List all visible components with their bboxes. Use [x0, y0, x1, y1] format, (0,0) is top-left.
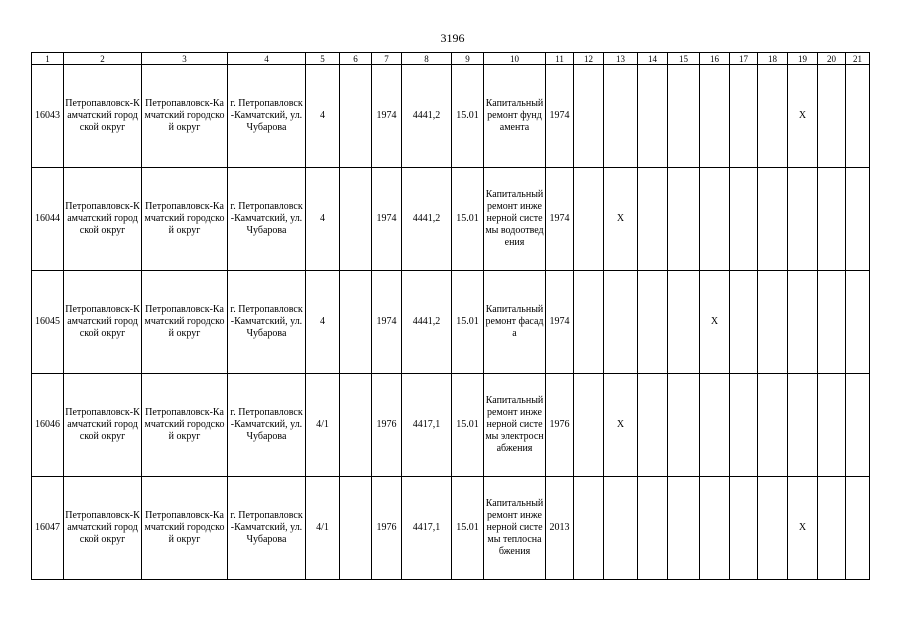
table-cell-col-15 — [668, 271, 700, 374]
table-cell-col-20 — [818, 65, 846, 168]
table-cell-col-8: 4441,2 — [402, 271, 452, 374]
table-cell-col-4: г. Петропавловск-Камчатский, ул. Чубарова — [228, 477, 306, 580]
table-cell-col-2: Петропавловск-Камчатский городской округ — [64, 65, 142, 168]
column-number-7: 7 — [372, 53, 402, 65]
table-cell-col-7: 1974 — [372, 168, 402, 271]
table-cell-col-2: Петропавловск-Камчатский городской округ — [64, 477, 142, 580]
table-cell-col-4: г. Петропавловск-Камчатский, ул. Чубарова — [228, 168, 306, 271]
column-number-11: 11 — [546, 53, 574, 65]
table-cell-col-1: 16044 — [32, 168, 64, 271]
table-cell-col-4: г. Петропавловск-Камчатский, ул. Чубарова — [228, 374, 306, 477]
page-number: 3196 — [440, 31, 465, 45]
table-cell-col-13 — [604, 271, 638, 374]
table-cell-col-10: Капитальный ремонт фасада — [484, 271, 546, 374]
table-cell-col-12 — [574, 477, 604, 580]
table-cell-col-12 — [574, 65, 604, 168]
table-cell-col-7: 1976 — [372, 477, 402, 580]
table-cell-col-14 — [638, 65, 668, 168]
table-cell-col-18 — [758, 168, 788, 271]
table-cell-col-6 — [340, 271, 372, 374]
column-number-15: 15 — [668, 53, 700, 65]
column-number-9: 9 — [452, 53, 484, 65]
table-cell-col-16 — [700, 374, 730, 477]
table-cell-col-6 — [340, 65, 372, 168]
table-cell-col-1: 16045 — [32, 271, 64, 374]
table-cell-col-18 — [758, 374, 788, 477]
table-cell-col-7: 1974 — [372, 271, 402, 374]
table-cell-col-11: 1974 — [546, 168, 574, 271]
column-number-12: 12 — [574, 53, 604, 65]
table-cell-col-19: X — [788, 65, 818, 168]
column-number-20: 20 — [818, 53, 846, 65]
table-cell-col-16 — [700, 168, 730, 271]
table-cell-col-11: 1974 — [546, 65, 574, 168]
table-cell-col-1: 16046 — [32, 374, 64, 477]
table-cell-col-12 — [574, 374, 604, 477]
column-number-13: 13 — [604, 53, 638, 65]
column-number-21: 21 — [846, 53, 870, 65]
table-cell-col-15 — [668, 168, 700, 271]
table-cell-col-9: 15.01 — [452, 271, 484, 374]
table-row — [32, 65, 870, 168]
table-cell-col-3: Петропавловск-Камчатский городской округ — [142, 477, 228, 580]
table-cell-col-8: 4417,1 — [402, 477, 452, 580]
table-cell-col-10: Капитальный ремонт инженерной системы электроснабжения — [484, 374, 546, 477]
table-cell-col-12 — [574, 168, 604, 271]
table-cell-col-3: Петропавловск-Камчатский городской округ — [142, 271, 228, 374]
column-number-8: 8 — [402, 53, 452, 65]
table-cell-col-13 — [604, 65, 638, 168]
table-cell-col-17 — [730, 374, 758, 477]
table-cell-col-6 — [340, 374, 372, 477]
table-row — [32, 477, 870, 580]
table-cell-col-15 — [668, 374, 700, 477]
column-number-6: 6 — [340, 53, 372, 65]
table-cell-col-14 — [638, 374, 668, 477]
column-number-2: 2 — [64, 53, 142, 65]
table-cell-col-9: 15.01 — [452, 374, 484, 477]
table-cell-col-5: 4 — [306, 65, 340, 168]
table-cell-col-17 — [730, 477, 758, 580]
table-cell-col-4: г. Петропавловск-Камчатский, ул. Чубарова — [228, 271, 306, 374]
table-cell-col-13: X — [604, 168, 638, 271]
table-cell-col-10: Капитальный ремонт фундамента — [484, 65, 546, 168]
column-number-16: 16 — [700, 53, 730, 65]
table-cell-col-17 — [730, 271, 758, 374]
table-cell-col-9: 15.01 — [452, 65, 484, 168]
table-cell-col-21 — [846, 168, 870, 271]
table-row — [32, 374, 870, 477]
table-cell-col-21 — [846, 271, 870, 374]
table-cell-col-7: 1976 — [372, 374, 402, 477]
table-cell-col-11: 1974 — [546, 271, 574, 374]
column-number-17: 17 — [730, 53, 758, 65]
table-cell-col-2: Петропавловск-Камчатский городской округ — [64, 168, 142, 271]
table-cell-col-15 — [668, 65, 700, 168]
table-cell-col-16 — [700, 477, 730, 580]
column-number-10: 10 — [484, 53, 546, 65]
register-table — [31, 52, 870, 580]
table-cell-col-11: 1976 — [546, 374, 574, 477]
table-cell-col-8: 4441,2 — [402, 65, 452, 168]
table-cell-col-10: Капитальный ремонт инженерной системы теплоснабжения — [484, 477, 546, 580]
table-cell-col-19 — [788, 271, 818, 374]
table-cell-col-10: Капитальный ремонт инженерной системы водоотведения — [484, 168, 546, 271]
table-cell-col-3: Петропавловск-Камчатский городской округ — [142, 168, 228, 271]
table-cell-col-4: г. Петропавловск-Камчатский, ул. Чубарова — [228, 65, 306, 168]
table-cell-col-20 — [818, 271, 846, 374]
table-cell-col-18 — [758, 271, 788, 374]
table-cell-col-19: X — [788, 477, 818, 580]
table-cell-col-7: 1974 — [372, 65, 402, 168]
table-cell-col-8: 4441,2 — [402, 168, 452, 271]
table-cell-col-11: 2013 — [546, 477, 574, 580]
table-cell-col-20 — [818, 168, 846, 271]
table-cell-col-1: 16043 — [32, 65, 64, 168]
table-cell-col-13 — [604, 477, 638, 580]
table-cell-col-8: 4417,1 — [402, 374, 452, 477]
table-cell-col-9: 15.01 — [452, 168, 484, 271]
table-cell-col-2: Петропавловск-Камчатский городской округ — [64, 271, 142, 374]
table-cell-col-15 — [668, 477, 700, 580]
table-cell-col-16: X — [700, 271, 730, 374]
column-number-19: 19 — [788, 53, 818, 65]
table-cell-col-5: 4/1 — [306, 374, 340, 477]
table-cell-col-16 — [700, 65, 730, 168]
table-cell-col-17 — [730, 168, 758, 271]
table-cell-col-19 — [788, 374, 818, 477]
table-cell-col-20 — [818, 477, 846, 580]
column-number-1: 1 — [32, 53, 64, 65]
table-cell-col-14 — [638, 168, 668, 271]
table-cell-col-6 — [340, 168, 372, 271]
table-cell-col-18 — [758, 477, 788, 580]
table-cell-col-3: Петропавловск-Камчатский городской округ — [142, 65, 228, 168]
table-cell-col-21 — [846, 477, 870, 580]
table-cell-col-20 — [818, 374, 846, 477]
table-cell-col-17 — [730, 65, 758, 168]
table-cell-col-1: 16047 — [32, 477, 64, 580]
column-number-18: 18 — [758, 53, 788, 65]
table-cell-col-14 — [638, 271, 668, 374]
table-row — [32, 168, 870, 271]
column-number-14: 14 — [638, 53, 668, 65]
table-cell-col-19 — [788, 168, 818, 271]
table-cell-col-13: X — [604, 374, 638, 477]
register-body — [32, 53, 870, 580]
table-cell-col-5: 4/1 — [306, 477, 340, 580]
column-number-5: 5 — [306, 53, 340, 65]
table-cell-col-21 — [846, 374, 870, 477]
column-number-4: 4 — [228, 53, 306, 65]
table-cell-col-9: 15.01 — [452, 477, 484, 580]
table-row — [32, 271, 870, 374]
table-cell-col-3: Петропавловск-Камчатский городской округ — [142, 374, 228, 477]
table-cell-col-5: 4 — [306, 168, 340, 271]
column-number-row — [32, 53, 870, 65]
table-cell-col-21 — [846, 65, 870, 168]
table-cell-col-12 — [574, 271, 604, 374]
table-cell-col-6 — [340, 477, 372, 580]
table-cell-col-2: Петропавловск-Камчатский городской округ — [64, 374, 142, 477]
table-cell-col-18 — [758, 65, 788, 168]
table-cell-col-14 — [638, 477, 668, 580]
column-number-3: 3 — [142, 53, 228, 65]
table-cell-col-5: 4 — [306, 271, 340, 374]
